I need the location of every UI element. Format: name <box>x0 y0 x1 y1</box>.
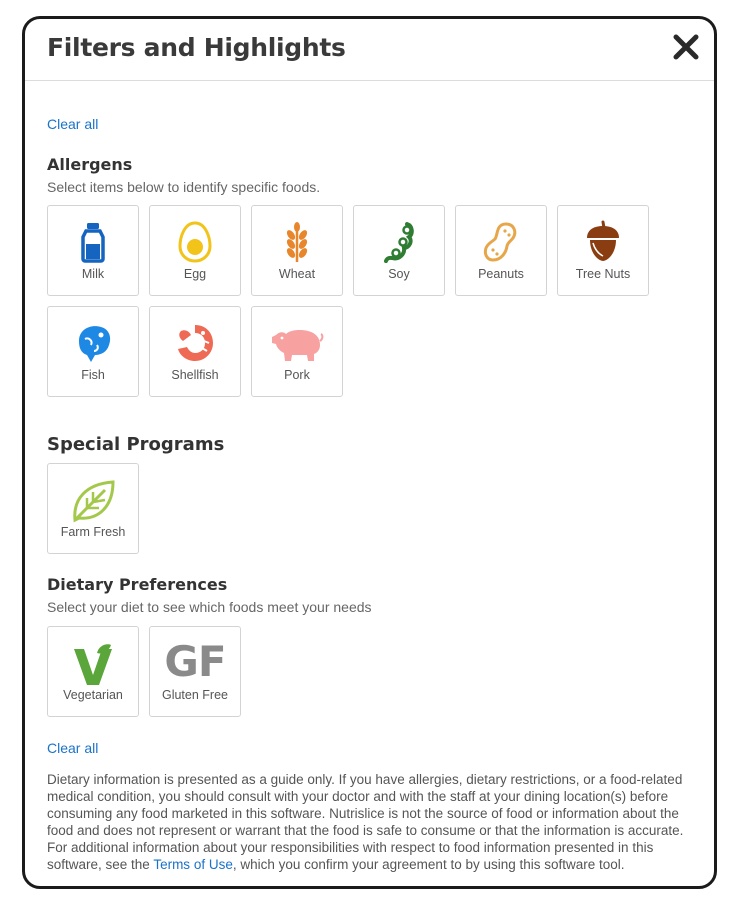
allergen-tile-peanuts[interactable] <box>455 205 547 296</box>
leaf-icon <box>69 478 117 524</box>
clear-all-top-link[interactable]: Clear all <box>47 116 99 132</box>
milk-icon <box>71 220 115 264</box>
allergen-tile-tree-nuts[interactable] <box>557 205 649 296</box>
vegetarian-icon <box>71 641 115 687</box>
dietary-grid <box>47 626 667 717</box>
disclaimer-text <box>47 771 695 873</box>
terms-of-use-link[interactable]: Terms of Use <box>153 857 233 872</box>
allergen-tile-fish[interactable] <box>47 306 139 397</box>
wheat-icon <box>275 220 319 264</box>
allergens-title: Allergens <box>47 155 133 174</box>
disclaimer-tail: , which you confirm your agreement to by using this software tool. <box>232 857 625 872</box>
special-programs-title: Special Programs <box>47 434 225 455</box>
allergen-label: Tree Nuts <box>575 267 631 281</box>
allergens-subtitle: Select items below to identify specific foods. <box>47 179 321 195</box>
allergen-label: Fish <box>81 368 105 382</box>
egg-icon <box>173 220 217 264</box>
shrimp-icon <box>173 321 217 365</box>
allergen-label: Wheat <box>278 267 316 281</box>
clear-all-bottom-link[interactable]: Clear all <box>47 740 99 756</box>
allergen-tile-egg[interactable] <box>149 205 241 296</box>
allergen-tile-soy[interactable] <box>353 205 445 296</box>
soy-icon <box>377 220 421 264</box>
allergen-tile-wheat[interactable] <box>251 205 343 296</box>
allergens-grid <box>47 205 667 397</box>
allergen-label: Soy <box>388 267 410 281</box>
diet-tile-vegetarian[interactable] <box>47 626 139 717</box>
peanut-icon <box>479 220 523 264</box>
allergen-tile-milk[interactable] <box>47 205 139 296</box>
dietary-title: Dietary Preferences <box>47 575 228 594</box>
close-icon <box>673 34 699 60</box>
disclaimer-body: Dietary information is presented as a guide only. If you have allergies, dietary restrictions, or a food-related medical condition, you should consult with your doctor and with the staff at your dining location(s) before consuming any food marketed in this software. Nutrislice is not the source of food or information about the food and does not represent or warrant that the food is safe to consume or that the information is accurate. For additional information about your responsibilities with respect to food information presented in this software, see the <box>47 772 684 872</box>
allergen-label: Egg <box>183 267 207 281</box>
fish-icon <box>71 321 115 365</box>
modal-header <box>25 19 714 81</box>
acorn-icon <box>581 220 625 264</box>
gluten-free-icon: GF <box>164 637 226 686</box>
diet-label: Gluten Free <box>161 688 228 702</box>
allergen-label: Shellfish <box>171 368 219 382</box>
modal-title: Filters and Highlights <box>47 33 346 62</box>
close-button[interactable] <box>670 31 702 63</box>
allergen-tile-pork[interactable] <box>251 306 343 397</box>
allergen-label: Milk <box>81 267 105 281</box>
allergen-label: Peanuts <box>478 267 524 281</box>
pig-icon <box>270 321 324 365</box>
dietary-subtitle: Select your diet to see which foods meet your needs <box>47 599 372 615</box>
diet-label: Vegetarian <box>63 688 123 702</box>
program-label: Farm Fresh <box>60 525 126 539</box>
filters-modal <box>22 16 717 889</box>
allergen-tile-shellfish[interactable] <box>149 306 241 397</box>
diet-tile-gluten-free[interactable] <box>149 626 241 717</box>
program-tile-farm-fresh[interactable] <box>47 463 139 554</box>
allergen-label: Pork <box>284 368 310 382</box>
special-programs-grid <box>47 463 667 554</box>
